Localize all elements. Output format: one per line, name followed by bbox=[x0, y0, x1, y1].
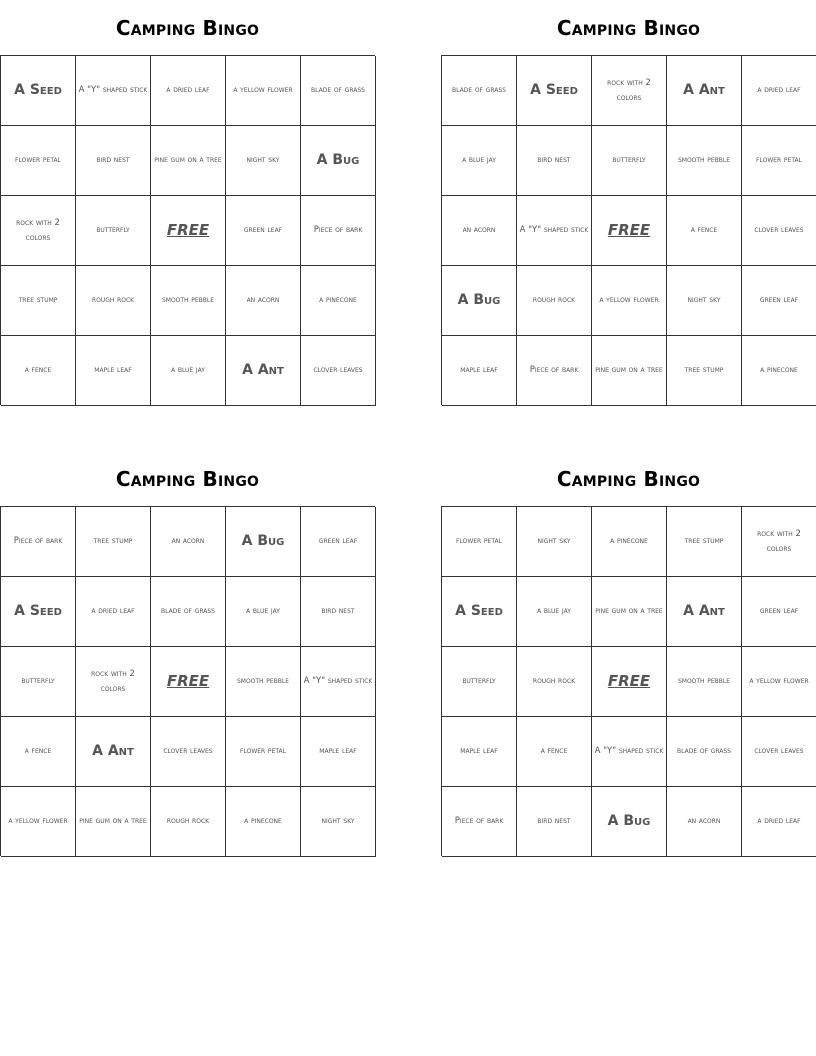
bingo-cell: a dried leaf bbox=[742, 787, 816, 857]
free-space: FREE bbox=[592, 647, 667, 717]
bingo-cell: tree stump bbox=[1, 266, 76, 336]
bingo-cell: rock with 2 colors bbox=[742, 507, 816, 577]
bingo-cell: a fence bbox=[1, 717, 76, 787]
bingo-cell: bird nest bbox=[76, 126, 151, 196]
bingo-cell: pine gum on a tree bbox=[592, 336, 667, 406]
bingo-cell: a pinecone bbox=[226, 787, 301, 857]
bingo-cell: a blue jay bbox=[517, 577, 592, 647]
bingo-cell: a yellow flower bbox=[1, 787, 76, 857]
card-title: Camping Bingo bbox=[115, 467, 260, 491]
bingo-cell: rough rock bbox=[76, 266, 151, 336]
bingo-cell: blade of grass bbox=[151, 577, 226, 647]
bingo-cell: smooth pebble bbox=[667, 647, 742, 717]
bingo-cell: night sky bbox=[667, 266, 742, 336]
bingo-cell: night sky bbox=[301, 787, 376, 857]
bingo-cell: a dried leaf bbox=[76, 577, 151, 647]
bingo-card-4 bbox=[441, 451, 816, 856]
bingo-cell: a dried leaf bbox=[151, 56, 226, 126]
bingo-cell: butterfly bbox=[76, 196, 151, 266]
bingo-cell: blade of grass bbox=[667, 717, 742, 787]
bingo-cell: a pinecone bbox=[301, 266, 376, 336]
bingo-grid bbox=[441, 55, 816, 405]
card-title: Camping Bingo bbox=[556, 16, 701, 40]
bingo-cell: A Seed bbox=[1, 56, 76, 126]
bingo-cell: flower petal bbox=[226, 717, 301, 787]
bingo-cell: A "Y" shaped stick bbox=[517, 196, 592, 266]
bingo-cell: a pinecone bbox=[592, 507, 667, 577]
bingo-cell: tree stump bbox=[667, 507, 742, 577]
bingo-cell: A Seed bbox=[1, 577, 76, 647]
card-title: Camping Bingo bbox=[115, 16, 260, 40]
bingo-cell: butterfly bbox=[442, 647, 517, 717]
bingo-cell: pine gum on a tree bbox=[76, 787, 151, 857]
bingo-cell: Piece of bark bbox=[301, 196, 376, 266]
bingo-cell: a fence bbox=[517, 717, 592, 787]
free-space: FREE bbox=[151, 647, 226, 717]
bingo-cell: clover leaves bbox=[742, 717, 816, 787]
bingo-cell: a fence bbox=[667, 196, 742, 266]
bingo-cell: smooth pebble bbox=[151, 266, 226, 336]
bingo-cell: rock with 2 colors bbox=[1, 196, 76, 266]
bingo-cell: a blue jay bbox=[226, 577, 301, 647]
bingo-cell: A Seed bbox=[517, 56, 592, 126]
bingo-cell: a yellow flower bbox=[742, 647, 816, 717]
bingo-cell: smooth pebble bbox=[667, 126, 742, 196]
bingo-cell: butterfly bbox=[592, 126, 667, 196]
bingo-cell: pine gum on a tree bbox=[151, 126, 226, 196]
free-space: FREE bbox=[151, 196, 226, 266]
bingo-cell: tree stump bbox=[76, 507, 151, 577]
bingo-grid bbox=[0, 55, 375, 405]
bingo-cell: an acorn bbox=[667, 787, 742, 857]
bingo-cell: green leaf bbox=[301, 507, 376, 577]
bingo-cell: A Bug bbox=[301, 126, 376, 196]
bingo-cell: green leaf bbox=[226, 196, 301, 266]
bingo-cell: Piece of bark bbox=[517, 336, 592, 406]
bingo-cell: Piece of bark bbox=[442, 787, 517, 857]
bingo-card-1 bbox=[0, 0, 375, 405]
bingo-cell: a pinecone bbox=[742, 336, 816, 406]
bingo-cell: A Bug bbox=[442, 266, 517, 336]
bingo-cell: an acorn bbox=[226, 266, 301, 336]
bingo-cell: maple leaf bbox=[76, 336, 151, 406]
bingo-cell: bird nest bbox=[301, 577, 376, 647]
bingo-cell: night sky bbox=[517, 507, 592, 577]
bingo-cell: a yellow flower bbox=[592, 266, 667, 336]
bingo-cell: rough rock bbox=[151, 787, 226, 857]
card-title: Camping Bingo bbox=[556, 467, 701, 491]
bingo-cell: a blue jay bbox=[151, 336, 226, 406]
bingo-cell: A Bug bbox=[226, 507, 301, 577]
bingo-cell: rock with 2 colors bbox=[76, 647, 151, 717]
bingo-cell: A Ant bbox=[226, 336, 301, 406]
bingo-cell: blade of grass bbox=[442, 56, 517, 126]
bingo-cell: A Ant bbox=[76, 717, 151, 787]
bingo-cell: flower petal bbox=[442, 507, 517, 577]
bingo-cell: green leaf bbox=[742, 577, 816, 647]
bingo-cell: night sky bbox=[226, 126, 301, 196]
bingo-card-2 bbox=[441, 0, 816, 405]
bingo-cell: a blue jay bbox=[442, 126, 517, 196]
bingo-grid bbox=[0, 506, 375, 856]
bingo-cell: clover leaves bbox=[151, 717, 226, 787]
bingo-cell: A "Y" shaped stick bbox=[301, 647, 376, 717]
bingo-cell: clover leaves bbox=[301, 336, 376, 406]
bingo-cell: flower petal bbox=[1, 126, 76, 196]
bingo-cell: pine gum on a tree bbox=[592, 577, 667, 647]
bingo-cell: maple leaf bbox=[301, 717, 376, 787]
bingo-cell: smooth pebble bbox=[226, 647, 301, 717]
bingo-cell: A Ant bbox=[667, 577, 742, 647]
bingo-cell: rough rock bbox=[517, 647, 592, 717]
bingo-cell: bird nest bbox=[517, 126, 592, 196]
bingo-cell: clover leaves bbox=[742, 196, 816, 266]
bingo-cell: an acorn bbox=[442, 196, 517, 266]
bingo-grid bbox=[441, 506, 816, 856]
bingo-cell: maple leaf bbox=[442, 336, 517, 406]
bingo-cell: a yellow flower bbox=[226, 56, 301, 126]
bingo-cell: bird nest bbox=[517, 787, 592, 857]
bingo-cell: A Bug bbox=[592, 787, 667, 857]
bingo-cell: A "Y" shaped stick bbox=[76, 56, 151, 126]
free-space: FREE bbox=[592, 196, 667, 266]
bingo-cell: A "Y" shaped stick bbox=[592, 717, 667, 787]
bingo-cell: blade of grass bbox=[301, 56, 376, 126]
bingo-cell: A Ant bbox=[667, 56, 742, 126]
bingo-cell: Piece of bark bbox=[1, 507, 76, 577]
bingo-cell: rock with 2 colors bbox=[592, 56, 667, 126]
bingo-cell: A Seed bbox=[442, 577, 517, 647]
bingo-cell: flower petal bbox=[742, 126, 816, 196]
bingo-cell: butterfly bbox=[1, 647, 76, 717]
bingo-cell: maple leaf bbox=[442, 717, 517, 787]
bingo-cell: tree stump bbox=[667, 336, 742, 406]
bingo-cell: an acorn bbox=[151, 507, 226, 577]
bingo-card-3 bbox=[0, 451, 375, 856]
bingo-cell: green leaf bbox=[742, 266, 816, 336]
bingo-cell: a dried leaf bbox=[742, 56, 816, 126]
bingo-cell: rough rock bbox=[517, 266, 592, 336]
bingo-cell: a fence bbox=[1, 336, 76, 406]
